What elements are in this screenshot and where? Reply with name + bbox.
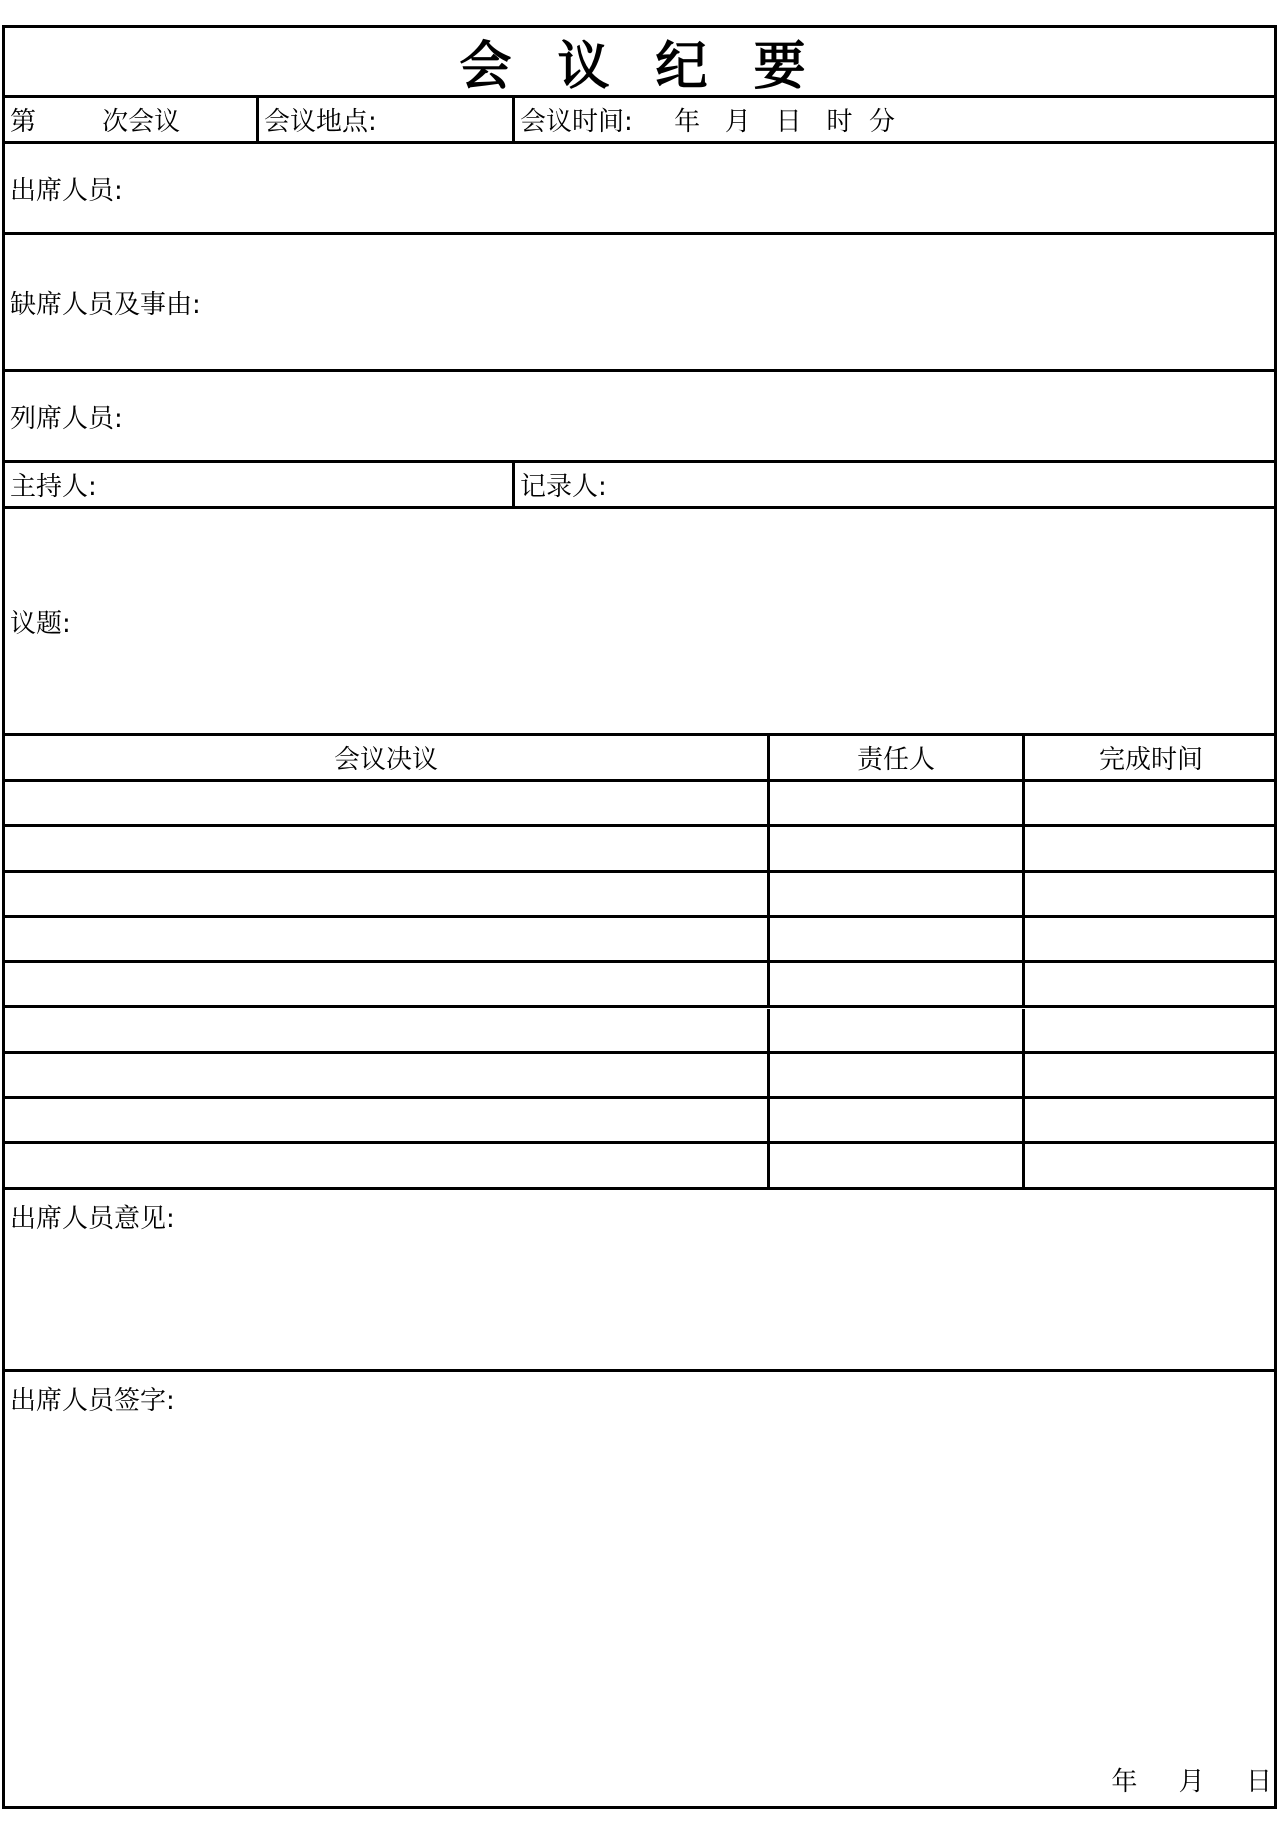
resolution-cell[interactable] <box>5 827 770 869</box>
absentees-row <box>5 235 1274 372</box>
resolution-row <box>5 782 1274 827</box>
deadline-cell[interactable] <box>1025 827 1277 869</box>
host-field[interactable]: 主持人: <box>5 463 515 506</box>
responsible-cell[interactable] <box>770 1144 1025 1186</box>
header-info-row <box>5 98 1274 144</box>
deadline-cell[interactable] <box>1025 1009 1277 1051</box>
deadline-column-header: 完成时间 <box>1098 745 1203 775</box>
signature-date[interactable]: 年 月 日 <box>1111 1767 1272 1797</box>
responsible-cell[interactable] <box>770 1009 1025 1051</box>
resolution-column-header: 会议决议 <box>5 736 770 779</box>
resolution-cell[interactable] <box>5 782 770 824</box>
host-recorder-row <box>5 463 1274 509</box>
resolution-cell[interactable] <box>5 1009 770 1051</box>
meeting-time-field[interactable]: 会议时间: 年 月 日 时 分 <box>520 107 895 137</box>
session-number-field[interactable]: 第 次会议 <box>5 98 259 141</box>
agenda-row <box>5 509 1274 736</box>
observers-field[interactable]: 列席人员: <box>10 403 123 434</box>
resolution-cell[interactable] <box>5 1054 770 1096</box>
signatures-row <box>5 1372 1274 1806</box>
deadline-cell[interactable] <box>1025 1054 1277 1096</box>
responsible-column-header: 责任人 <box>770 736 1025 779</box>
opinions-field[interactable]: 出席人员意见: <box>10 1204 175 1234</box>
resolution-row <box>5 963 1274 1008</box>
resolution-row <box>5 1054 1274 1099</box>
deadline-cell[interactable] <box>1025 918 1277 960</box>
resolution-row <box>5 918 1274 963</box>
responsible-cell[interactable] <box>770 1099 1025 1141</box>
responsible-cell[interactable] <box>770 963 1025 1005</box>
resolutions-header-row <box>5 736 1274 782</box>
resolution-row <box>5 1099 1274 1144</box>
observers-row <box>5 372 1274 463</box>
opinions-row <box>5 1190 1274 1372</box>
resolution-row <box>5 873 1274 918</box>
recorder-field[interactable]: 记录人: <box>520 472 607 502</box>
deadline-cell[interactable] <box>1025 1099 1277 1141</box>
deadline-cell[interactable] <box>1025 782 1277 824</box>
meeting-location-field[interactable]: 会议地点: <box>259 98 515 141</box>
resolution-row <box>5 827 1274 872</box>
attendees-row <box>5 144 1274 235</box>
responsible-cell[interactable] <box>770 782 1025 824</box>
deadline-cell[interactable] <box>1025 963 1277 1005</box>
absentees-field[interactable]: 缺席人员及事由: <box>10 289 201 320</box>
responsible-cell[interactable] <box>770 918 1025 960</box>
resolution-cell[interactable] <box>5 873 770 915</box>
responsible-cell[interactable] <box>770 1054 1025 1096</box>
form-title: 会 议 纪 要 <box>459 37 820 97</box>
deadline-cell[interactable] <box>1025 1144 1277 1186</box>
resolution-row <box>5 1009 1274 1054</box>
resolution-cell[interactable] <box>5 1099 770 1141</box>
meeting-minutes-form <box>2 25 1277 1809</box>
resolution-cell[interactable] <box>5 1144 770 1186</box>
agenda-field[interactable]: 议题: <box>10 608 71 639</box>
resolution-cell[interactable] <box>5 918 770 960</box>
signatures-field[interactable]: 出席人员签字: <box>10 1386 175 1416</box>
resolution-cell[interactable] <box>5 963 770 1005</box>
resolution-row <box>5 1144 1274 1189</box>
attendees-field[interactable]: 出席人员: <box>10 175 123 206</box>
responsible-cell[interactable] <box>770 827 1025 869</box>
deadline-cell[interactable] <box>1025 873 1277 915</box>
responsible-cell[interactable] <box>770 873 1025 915</box>
title-row <box>5 28 1274 98</box>
